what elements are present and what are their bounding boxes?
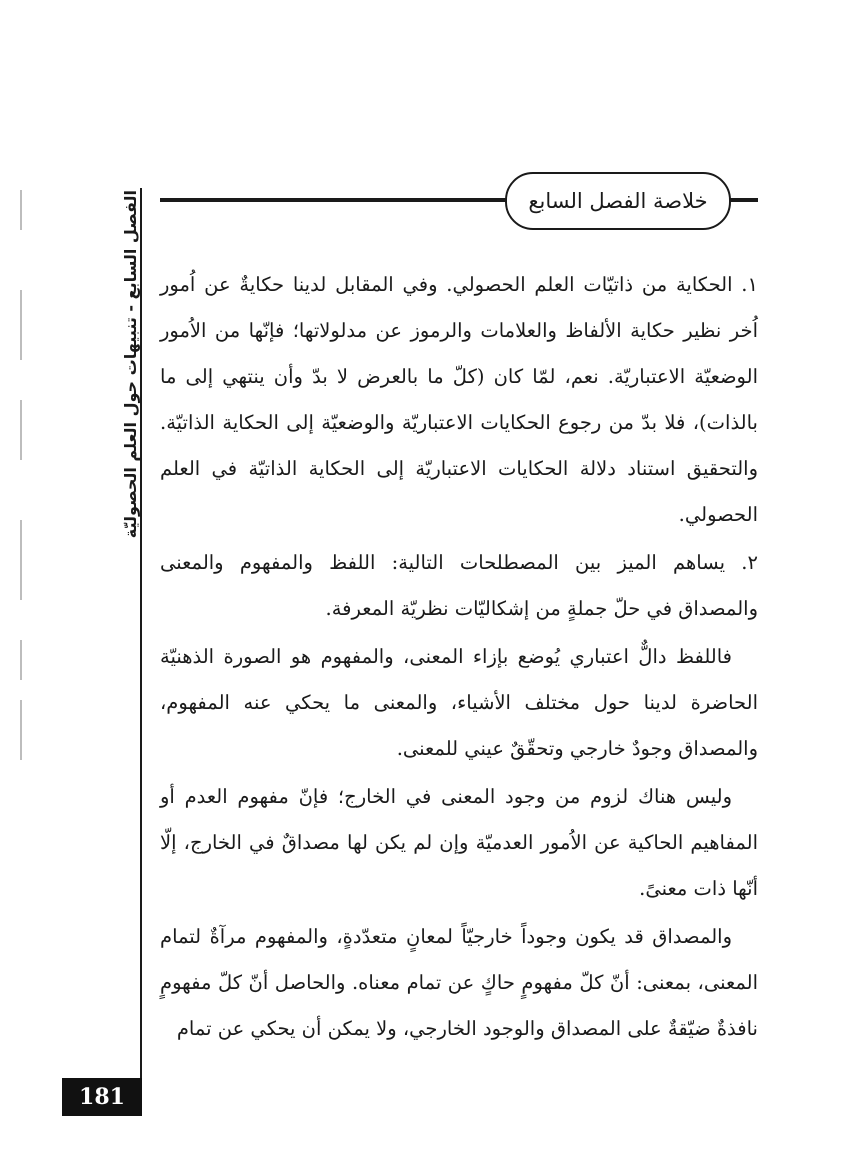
margin-line — [20, 700, 22, 760]
page-number: 181 — [62, 1078, 142, 1116]
page-body — [160, 262, 758, 1052]
margin-line — [20, 190, 22, 230]
paragraph: فاللفظ دالٌّ اعتباري يُوضع بإزاء المعنى، والمفهوم هو الصورة الذهنيّة الحاضرة لدينا حول مختلف الأشياء، والمعنى ما يحكي عنه المفهوم، والمصداق وجودٌ خارجي وتحقّقٌ عيني للمعنى. — [160, 645, 758, 760]
paragraph: وليس هناك لزوم من وجود المعنى في الخارج؛ فإنّ مفهوم العدم أو المفاهيم الحاكية عن الاُمور العدميّة وإن لم يكن لها مصداقٌ في الخارج، إلّا أنّها ذات معنىً. — [160, 785, 758, 900]
chapter-summary-title: خلاصة الفصل السابع — [505, 172, 731, 230]
paragraph: والمصداق قد يكون وجوداً خارجيّاً لمعانٍ متعدّدةٍ، والمفهوم مرآةٌ لتمام المعنى، بمعنى: أنّ كلّ مفهومٍ حاكٍ عن تمام معناه. والحاصل أنّ كلّ مفهومٍ نافذةٌ ضيّقةٌ على المصداق والوجود الخارجي، ولا يمكن أن يحكي عن تمام — [160, 925, 758, 1040]
paragraph: ١. الحكاية من ذاتيّات العلم الحصولي. وفي المقابل لدينا حكايةٌ عن اُمور اُخر نظير حكاية الألفاظ والعلامات والرموز عن مدلولاتها؛ فإنّها من الاُمور الوضعيّة الاعتباريّة. نعم، لمّا كان (كلّ ما بالعرض لا بدّ وأن ينتهي إلى ما بالذات)، فلا بدّ من رجوع الحكايات الاعتباريّة والوضعيّة إلى الحكاية الذاتيّة. والتحقيق استناد دلالة الحكايات الاعتباريّة إلى الحكاية الذاتيّة في العلم الحصولي. — [160, 273, 758, 526]
paragraph: ٢. يساهم الميز بين المصطلحات التالية: اللفظ والمفهوم والمعنى والمصداق في حلّ جملةٍ من إشكاليّات نظريّة المعرفة. — [160, 551, 758, 620]
side-rule — [140, 188, 142, 1110]
margin-line — [20, 520, 22, 600]
margin-line — [20, 640, 22, 680]
running-header: الفصل السابع - تنبيهات حول العلم الحصوليّة — [121, 190, 140, 539]
margin-line — [20, 400, 22, 460]
margin-line — [20, 290, 22, 360]
